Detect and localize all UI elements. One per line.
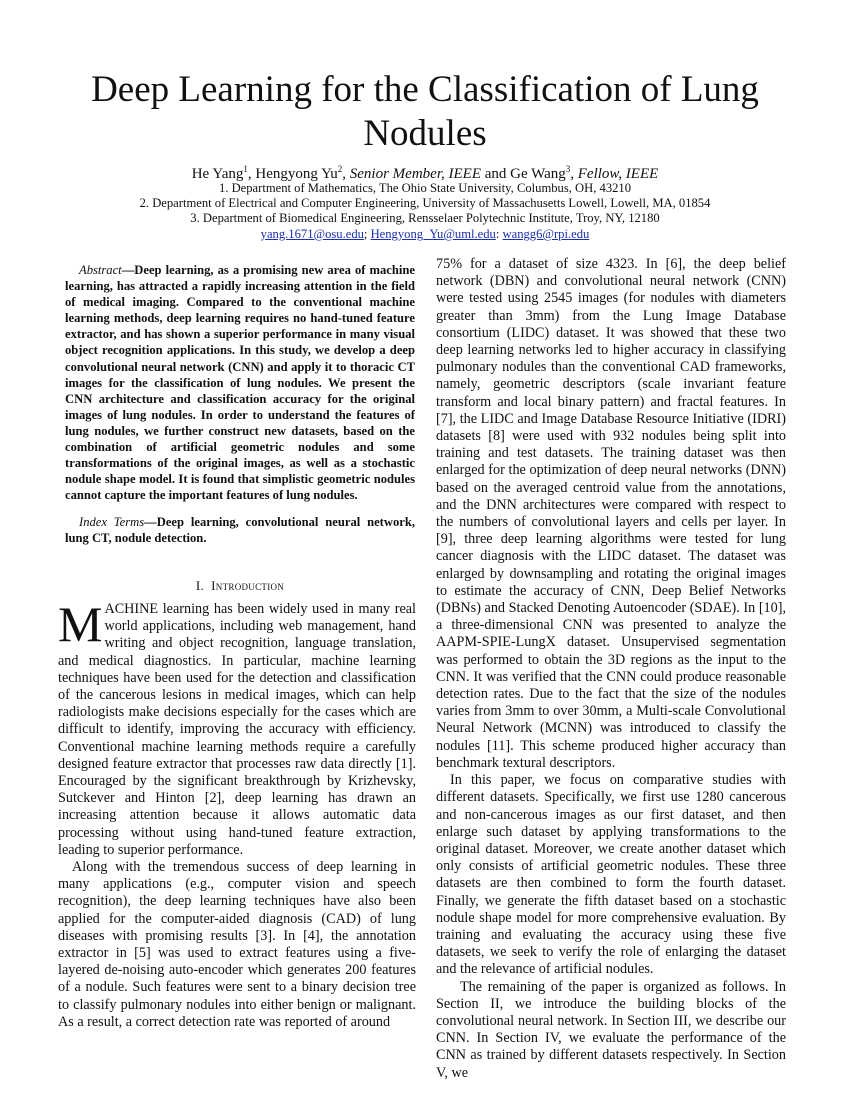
author-role: Fellow, IEEE: [577, 166, 659, 182]
abstract: Abstract—Deep learning, as a promising new area of machine learning, has attracted a rapidly increasing attention in the field of medical imaging. Compared to the conventional machine learning methods, deep learning requires no hand-tuned feature extractor, and has shown a superior performance in many visual object recognition applications. In this study, we develop a deep convolutional neural network (CNN) and apply it to thoracic CT images for the classification of lung nodules. We present the CNN architecture and classification accuracy for the original images of lung nodules. In order to understand the features of lung nodules, we further construct new datasets, based on the combination of artificial geometric nodules and some transformations of the original images, as well as a stochastic nodule shape model. It is found that simplistic geometric nodules cannot capture the important features of lung nodules.: [65, 263, 415, 503]
author-line: He Yang$^1$, Hengyong Yu$^2$, Senior Member, IEEE and Ge Wang$^3$, Fellow, IEEE: [191, 164, 659, 182]
affiliation-marker: 3: [565, 164, 571, 174]
index-terms-text: Deep learning, convolutional neural network, lung CT, nodule detection.: [65, 515, 416, 546]
paragraph: ACHINE learning has been widely used in many real world applications, including web management, hand writing and object recognition, language translation, and medical diagnostics. In particular, machine learning techniques have been used for the detection and classification of the cancerous lesions in medical images, which can help radiologists make decisions especially for the cases which are difficult to identify, improving the accuracy with efficiency. Conventional machine learning methods require a carefully designed feature extractor that processes raw data directly [1]. Encouraged by the significant breakthrough by Krizhevsky, Sutckever and Hinton [2], deep learning has drawn an increasing attention because it allows automatic data processing without using hand-tuned feature extraction, leading to superior performance.: [58, 601, 416, 858]
section-number: I.: [195, 578, 205, 593]
paragraph: In this paper, we focus on comparative studies with different datasets. Specifically, we first use 1280 cancerous and non-cancerous images as our first dataset, and then enlarge such dataset by applying transformations to the original dataset. Moreover, we create another dataset which only consists of artificial geometric nodules. These three datasets are then combined to form the fourth dataset. Finally, we generate the fifth dataset based on a stochastic nodule shape model for more comprehensive evaluation. By training and evaluating the accuracy using these five datasets, we seek to verify the role of enlarging the dataset and the relevance of artificial nodules.: [436, 772, 786, 978]
paragraph: The remaining of the paper is organized as follows. In Section II, we introduce the building blocks of the convolutional neural network. In Section III, we describe our CNN. In Section IV, we evaluate the performance of the CNN as trained by different datasets respectively. In Section V, we: [436, 978, 786, 1081]
affiliation-marker: 1: [243, 164, 248, 174]
paragraph: 75% for a dataset of size 4323. In [6], the deep belief network (DBN) and convolutional neural network (CNN) were tested using 2545 images (for nodules with diameters greater than 3mm) from the Lung Image Database consortium (LIDC) dataset. It was showed that these two deep learning networks led to higher accuracy in classifying pulmonary nodules than the conventional CAD frameworks, namely, geometric descriptors (scale invariant feature transform and local binary pattern) and fractal features. In [7], the LIDC and Image Database Resource Initiative (IDRI) datasets [8] were used with 932 nodules being split into training and test datasets. The training dataset was then enlarged for the optimization of deep neural networks (DNN) based on the averaged centroid value from the annotations, and the DNN architectures were compared with respect to the numbers of convolutional layers and cells per layer. In [9], three deep learning algorithms were tested for lung cancer diagnosis with the LIDC dataset. The dataset was enlarged by downsampling and rotating the original images to estimate the accuracy of CNN, Deep Belief Networks (DBNs) and Stacked Denoting Autoencoder (SDAE). In [10], a three-dimensional CNN was presented to analyze the AAPM-SPIE-LungX dataset. Unsupervised segmentation was performed to obtain the 3D regions as the input to the CNN. It was verified that the CNN could produce reasonable detection rates. Due to the fact that the size of the nodules varies from 3mm to over 30mm, a Multi-scale Convolutional Neural Network (MCNN) was introduced to classify the nodules [11]. This scheme produced higher accuracy than benchmark textural descriptors.: [436, 256, 786, 771]
author-emails: yang.1671@osu.edu; Hengyong_Yu@uml.edu: wangg6@rpi.edu: [260, 227, 590, 241]
author-name: Hengyong Yu: [255, 166, 338, 182]
paper-title: Deep Learning for the Classification of Lung Nodules: [91, 69, 759, 154]
affiliation-marker: 2: [337, 164, 343, 174]
author-role: Senior Member, IEEE: [349, 166, 481, 182]
abstract-label: Abstract: [79, 263, 122, 277]
section-heading: [60, 578, 420, 594]
affiliation-2: 2. Department of Electrical and Computer Engineering, University of Massachusetts Lowell, Lowell, MA, 01854: [139, 196, 711, 210]
abstract-text: Deep learning, as a promising new area of machine learning, has attracted a rapidly increasing attention in the field of medical imaging. Compared to the conventional machine learning methods, deep learning requires no hand-tuned feature extractor, and has shown a superior performance in many visual object recognition applications. In this study, we develop a deep convolutional neural network (CNN) and apply it to thoracic CT images for the classification of lung nodules. We present the CNN architecture and classification accuracy for the original images of lung nodules. In order to understand the features of lung nodules, we further construct new datasets, based on the combination of artificial geometric nodules and some transformations of the original images, as well as a stochastic nodule shape model. It is found that simplistic geometric nodules cannot capture the important features of lung nodules.: [65, 263, 415, 503]
author-name: He Yang: [191, 166, 244, 182]
drop-cap: M: [58, 596, 103, 652]
email-link[interactable]: Hengyong_Yu@uml.edu: [370, 227, 496, 241]
index-terms-label: Index Terms: [79, 515, 145, 529]
section-title: Introduction: [211, 578, 285, 593]
author-name: Ge Wang: [510, 166, 566, 182]
affiliation-3: 3. Department of Biomedical Engineering, Rensselaer Polytechnic Institute, Troy, NY, 12180: [190, 211, 660, 225]
index-terms: Index Terms—Deep learning, convolutional neural network, lung CT, nodule detection.: [65, 515, 416, 546]
email-link[interactable]: yang.1671@osu.edu: [260, 227, 364, 241]
affiliation-1: 1. Department of Mathematics, The Ohio State University, Columbus, OH, 43210: [218, 181, 632, 195]
introduction-body: [58, 596, 416, 1031]
email-link[interactable]: wangg6@rpi.edu: [502, 227, 590, 241]
paragraph: Along with the tremendous success of deep learning in many applications (e.g., computer vision and speech recognition), the deep learning techniques have also been applied for the computer-aided diagnosis (CAD) of lung diseases with promising results [3]. In [4], the annotation extractor in [5] was used to extract features using a five-layered de-noising auto-encoder which generates 200 features of a nodule. Such features were sent to a binary decision tree to classify pulmonary nodules into either benign or malignant. As a result, a correct detection rate was reported of around: [58, 859, 416, 1030]
right-column-body: [436, 256, 786, 1082]
